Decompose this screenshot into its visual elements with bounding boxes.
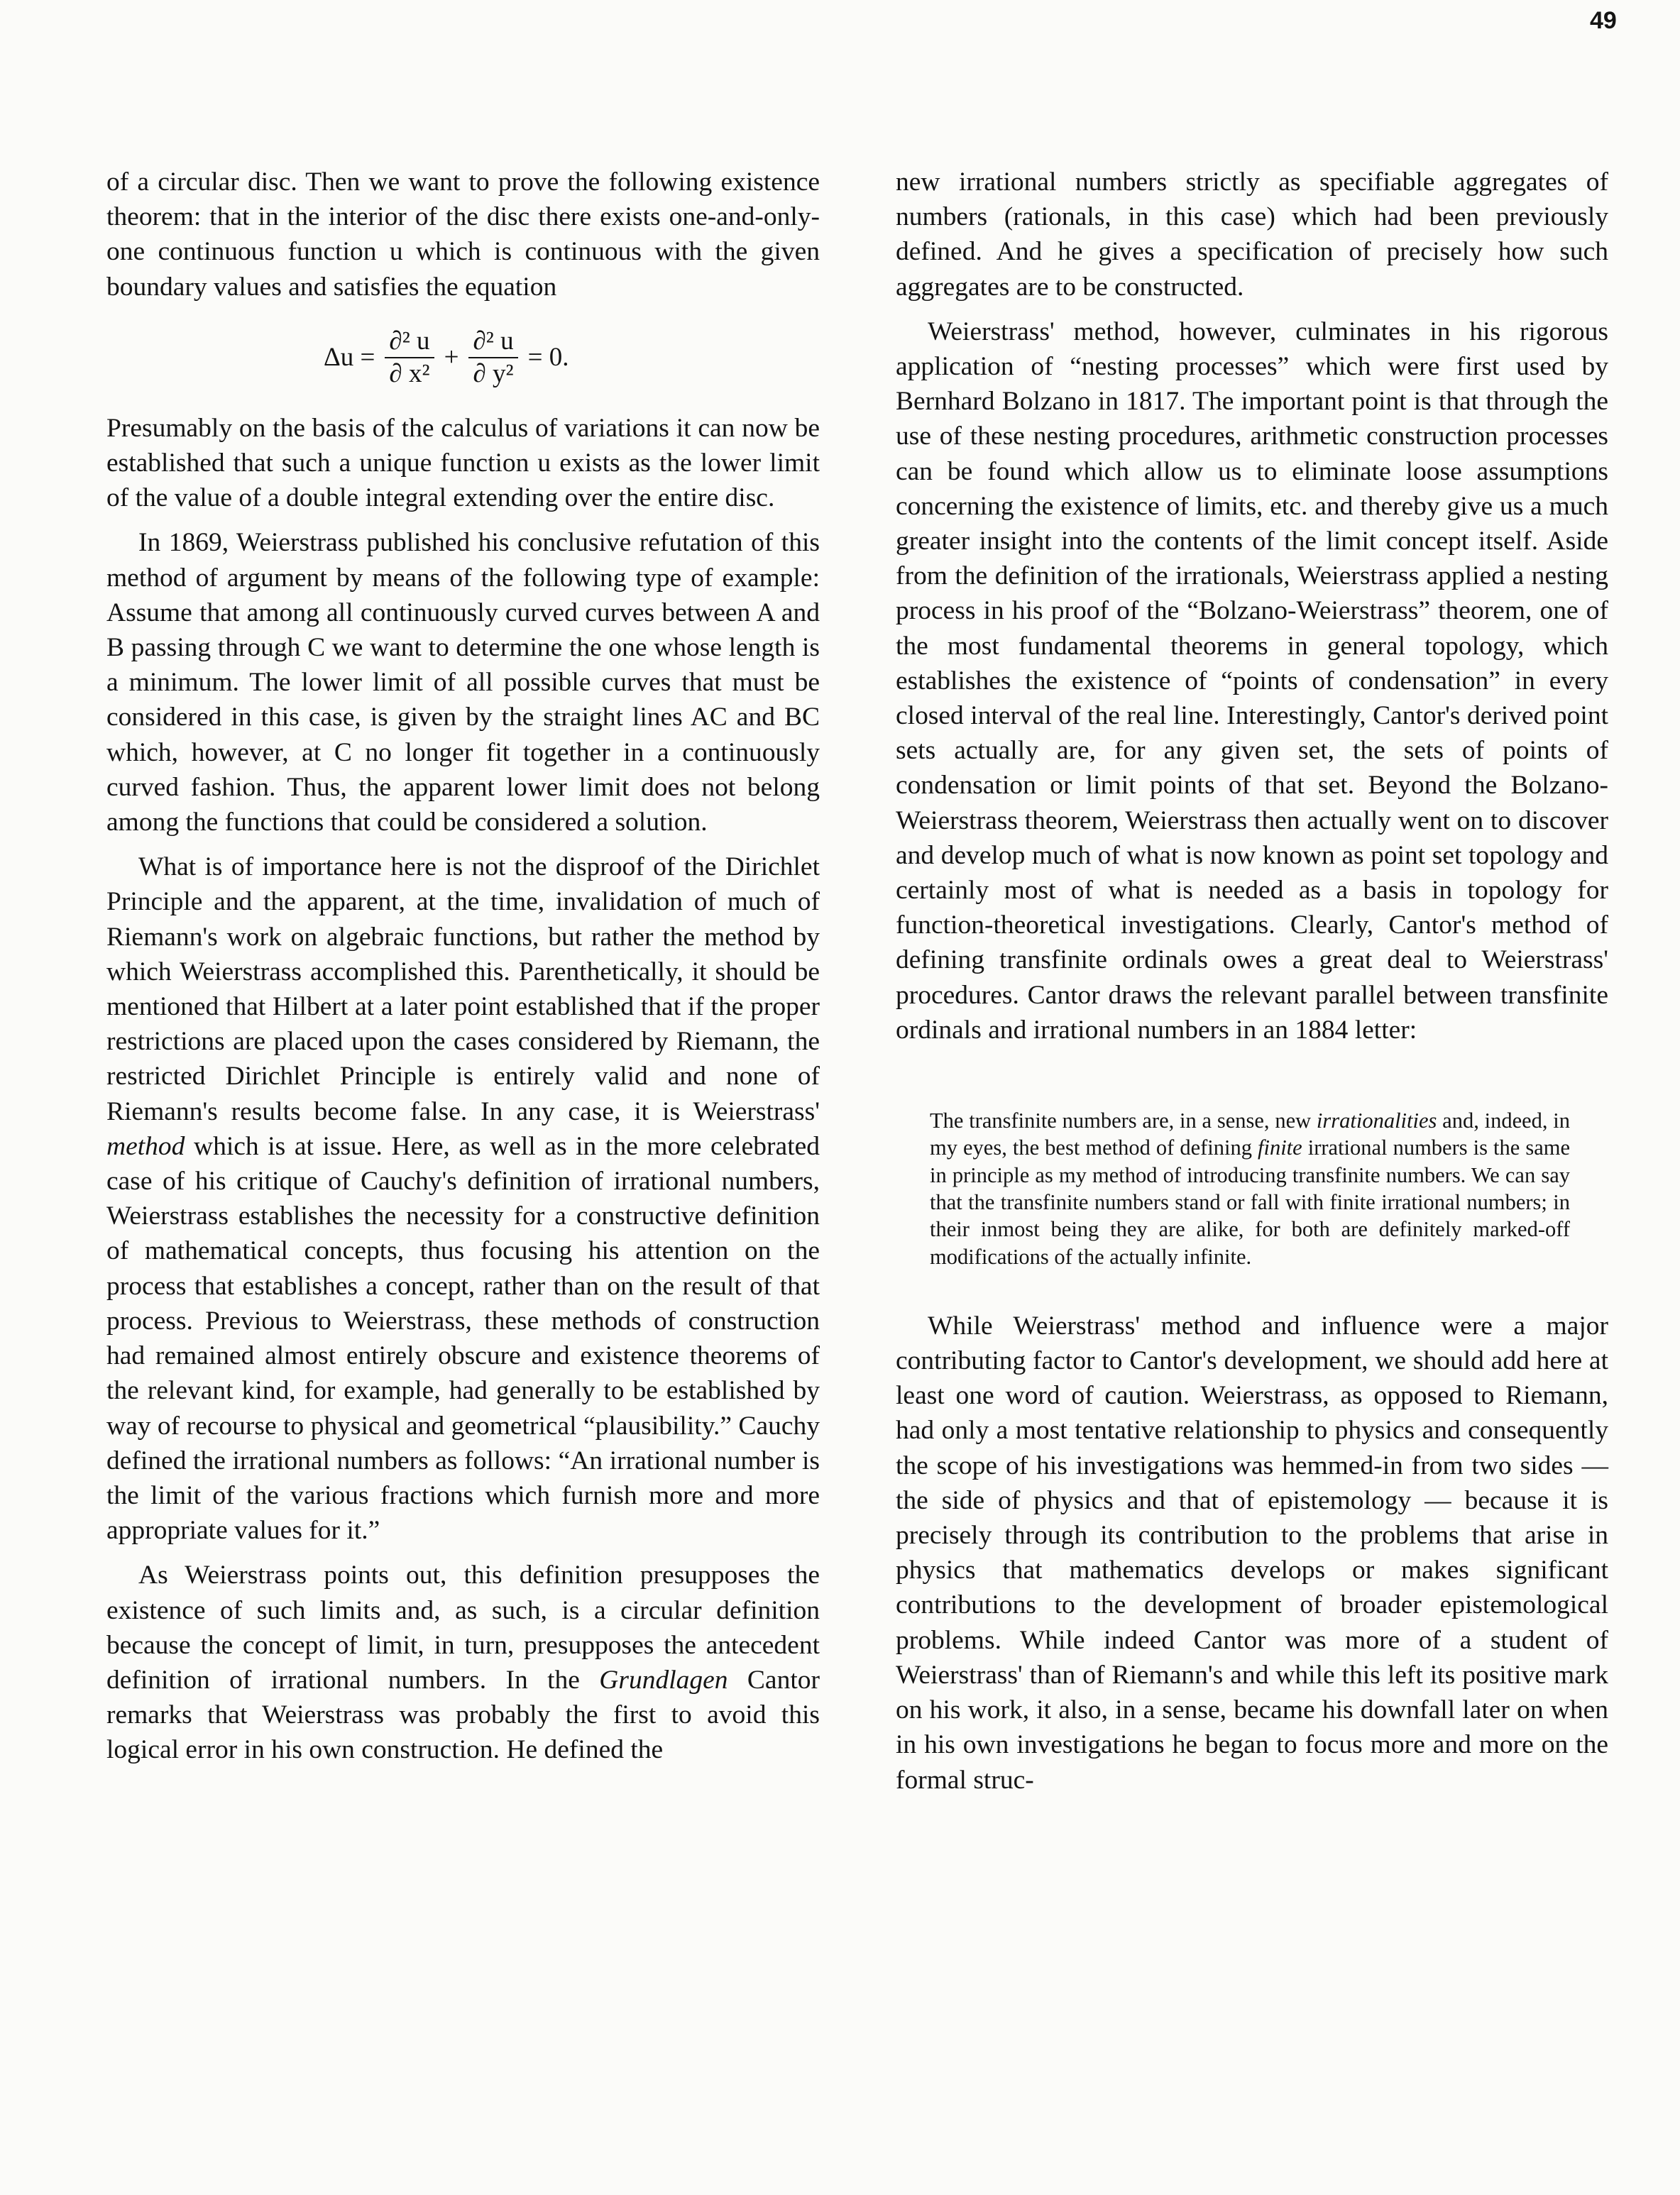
text-run: which is at issue. Here, as well as in the more celebrated case of his critique of Cauchy's definition of irrational numbers, Weierstrass establishes the necessity for a constructive definition of mathematical concepts, thus focusing his attention on the process that establishes a concept, rather than on the result of that process. Previous to Weierstrass, these methods of construction had remained almost entirely obscure and existence theorems of the relevant kind, for example, had generally to be established by way of recourse to physical and geometrical “plausibility.” Cauchy defined the irrational numbers as follows: “An irrational number is the limit of the various fractions which furnish more and more appropriate values for it.”: [106, 1131, 820, 1546]
fraction-denominator: ∂ y²: [473, 358, 514, 388]
paragraph-1869-refutation: In 1869, Weierstrass published his conclusive refutation of this method of argument by means of the following type of example: Assume that among all continuously curved curves between A and B passing through C we want to determine the one whose length is a minimum. The lower limit of all possible curves that must be considered in this case, is given by the straight lines AC and BC which, however, at C no longer fit together in a continuously curved fashion. Thus, the apparent lower limit does not belong among the functions that could be considered a solution.: [106, 528, 820, 837]
emphasis-grundlagen: Grundlagen: [599, 1665, 728, 1695]
fraction-numerator: ∂² u: [468, 326, 517, 358]
paragraph-importance: [106, 849, 820, 1548]
paragraph-caution: While Weierstrass' method and influence were a major contributing factor to Cantor's development, we should add here at least one word of caution. Weierstrass, as opposed to Riemann, had only a most tentative relationship to physics and consequently the scope of his investigations was hemmed-in from two sides — the side of physics and that of epistemology — because it is precisely through its contribution to the problems that arise in physics that mathematics develops or makes significant contributions to the development of broader epistemological problems. While indeed Cantor was more of a student of Weierstrass' than of Riemann's and while this left its positive mark on his work, it also, in a sense, became his downfall later on when in his own investigations he began to focus more and more on the formal struc-: [896, 1311, 1608, 1795]
paragraph-disc: of a circular disc. Then we want to prove the following existence theorem: that in the interior of the disc there exists one-and-only-one continuous function u which is continuous with the given boundary values and satisfies the equation: [106, 167, 820, 302]
equation-lhs: Δu =: [324, 343, 375, 373]
emphasis-irrationalities: irrationalities: [1316, 1108, 1437, 1133]
text-run: and, indeed, in my eyes, the best method of defining: [930, 1108, 1571, 1160]
text-run: Cantor remarks that Weierstrass was probably the first to avoid this logical error in his own construction. He defined the: [106, 1665, 820, 1765]
equation-plus: +: [444, 343, 459, 373]
paragraph-nesting-processes: Weierstrass' method, however, culminates in his rigorous application of “nesting processes” which were first used by Bernhard Bolzano in 1817. The important point is that through the use of these nesting procedures, arithmetic construction processes can be found which allow us to eliminate loose assumptions concerning the existence of limits, etc. and thereby give us a much greater insight into the contents of the limit concept itself. Aside from the definition of the irrationals, Weierstrass applied a nesting process in his proof of the “Bolzano-Weierstrass” theorem, one of the most fundamental theorems in general topology, which establishes the existence of “points of condensation” in every closed interval of the real line. Interestingly, Cantor's derived point sets actually are, for any given set, the sets of points of condensation or limit points of that set. Beyond the Bolzano-Weierstrass theorem, Weierstrass then actually went on to discover and develop much of what is now known as point set topology and certainly most of what is needed as a basis in topology for function-theoretical investigations. Clearly, Cantor's method of defining transfinite ordinals owes a great deal to Weierstrass' procedures. Cantor draws the relevant parallel between transfinite ordinals and irrational numbers in an 1884 letter:: [896, 317, 1608, 1045]
fraction-denominator: ∂ x²: [389, 358, 430, 388]
paragraph-aggregates: new irrational numbers strictly as specifiable aggregates of numbers (rationals, in this case) which had been previously defined. And he gives a specification of precisely how such aggregates are to be constructed.: [896, 167, 1608, 302]
laplace-equation: [106, 304, 820, 411]
fraction-numerator: ∂² u: [385, 326, 434, 358]
text-run: As Weierstrass points out, this definition presupposes the existence of such limits and, as such, is a circular definition because the concept of limit, in turn, presupposes the antecedent definition of irrational numbers. In the: [106, 1561, 820, 1695]
left-column: [106, 165, 820, 1768]
equation-fraction-y: [468, 326, 517, 390]
page-number: 49: [1590, 7, 1617, 34]
cantor-quote: [896, 1107, 1608, 1270]
emphasis-method: method: [106, 1131, 185, 1161]
equation-rhs: = 0.: [527, 343, 569, 373]
equation-fraction-x: [385, 326, 434, 390]
emphasis-finite: finite: [1258, 1135, 1302, 1160]
text-run: irrational numbers is the same in principle as my method of introducing transfinite numbers. We can say that the transfinite numbers stand or fall with finite irrational numbers; in their inmost being they are alike, for both are definitely marked-off modifications of the actually infinite.: [930, 1135, 1571, 1269]
text-run: The transfinite numbers are, in a sense, new: [930, 1108, 1312, 1133]
text-run: What is of importance here is not the disproof of the Dirichlet Principle and the apparent, at the time, invalidation of much of Riemann's work on algebraic functions, but rather the method by which Weierstrass accomplished this. Parenthetically, it should be mentioned that Hilbert at a later point established that if the proper restrictions are placed upon the cases considered by Riemann, the restricted Dirichlet Principle is entirely valid and none of Riemann's results become false. In any case, it is Weierstrass': [106, 852, 820, 1126]
paragraph-calculus-variations: Presumably on the basis of the calculus of variations it can now be established that such a unique function u exists as the lower limit of the value of a double integral extending over the entire disc.: [106, 413, 820, 513]
paragraph-circular-definition: [106, 1558, 820, 1767]
right-column: [896, 165, 1608, 1798]
